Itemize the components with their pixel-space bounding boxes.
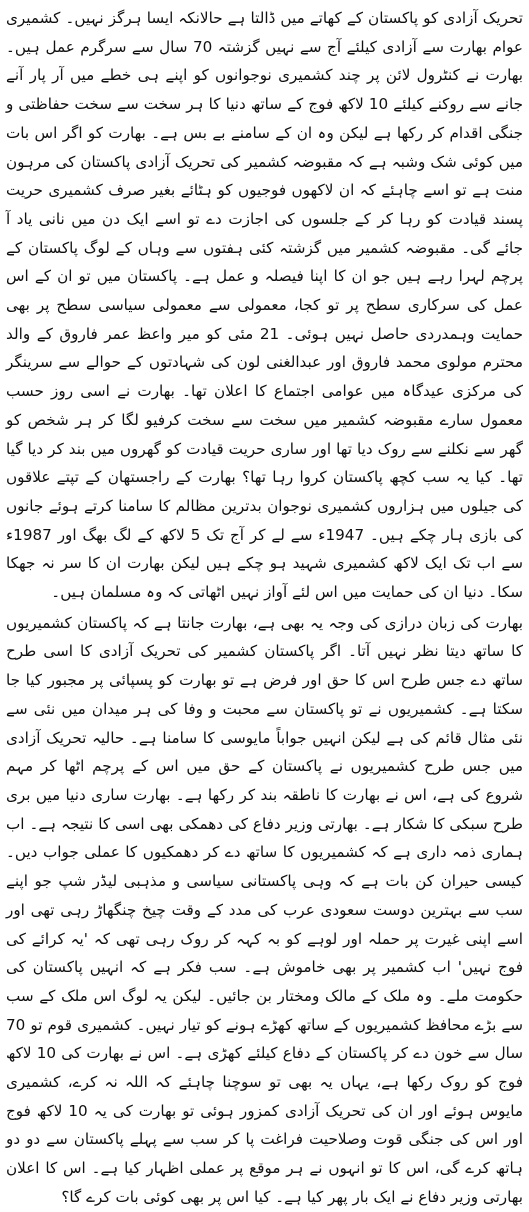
- article-paragraph-2: بھارت کی زبان درازی کی وجہ یہ بھی ہے، بھارت جانتا ہے کہ پاکستان کشمیریوں کا ساتھ دیتا نظر نہیں آتا۔ اگر پاکستان کشمیر کی تحریک آزادی کا اسی طرح ساتھ دے جس طرح اس کا حق اور فرض ہے تو بھارت کو پسپائی پر مجبور کیا جا سکتا ہے۔ کشمیریوں نے تو پاکستان سے محبت و وفا کی ہر میدان میں نئی سے نئی مثال قائم کی ہے لیکن انہیں جواباً مایوسی کا سامنا ہے۔ حالیہ تحریک آزادی میں جس طرح کشمیریوں نے پاکستان کے حق میں اس کے پرچم اٹھا کر مہم شروع کی ہے، اس نے بھارت کا ناطقہ بند کر رکھا ہے۔ بھارت ساری دنیا میں بری طرح سبکی کا شکار ہے۔ بھارتی وزیر دفاع کی دھمکی بھی اسی کا نتیجہ ہے۔ اب ہماری ذمہ داری ہے کہ کشمیریوں کا ساتھ دے کر دھمکیوں کا عملی جواب دیں۔ کیسی حیران کن بات ہے کہ وہی پاکستانی سیاسی و مذہبی لیڈر شپ جو اپنے سب سے بہترین دوست سعودی عرب کی مدد کے وقت چیخ چنگھاڑ رہی تھی اور اسے اپنی غیرت پر حملہ اور لوہے کو بہ کہہ کر روک رہی تھی کہ 'یہ کرائے کی فوج نہیں' اب کشمیر پر بھی خاموش ہے۔ سب فکر ہے کہ انہیں پاکستان کی حکومت ملے۔ وہ ملک کے مالک ومختار بن جائیں۔ لیکن یہ لوگ اس ملک کے سب سے بڑے محافظ کشمیریوں کے ساتھ کھڑے ہونے کو تیار نہیں۔ کشمیری قوم تو 70 سال سے خون دے کر پاکستان کے دفاع کیلئے کھڑی ہے۔ اس نے بھارت کی 10 لاکھ فوج کو روک رکھا ہے، یہاں یہ بھی تو سوچنا چاہئے کہ اللہ نہ کرے، کشمیری مایوس ہوئے اور ان کی تحریک آزادی کمزور ہوئی تو بھارت کی یہ 10 لاکھ فوج اور اس کی جنگی قوت وصلاحیت فراغت پا کر سب سے پہلے پاکستان سے دو دو ہاتھ کرے گی، اس کا تو انہوں نے ہر موقع پر عملی اظہار کیا ہے۔ اس کا اعلان بھارتی وزیر دفاع نے ایک بار پھر کیا ہے۔ کیا اس پر بھی کوئی بات کرے گا؟: [6, 613, 523, 1206]
- article-paragraph-1: تحریک آزادی کو پاکستان کے کھاتے میں ڈالتا ہے حالانکہ ایسا ہرگز نہیں۔ کشمیری عوام بھارت سے آزادی کیلئے آج سے نہیں گزشتہ 70 سال سے سرگرم عمل ہیں۔ بھارت نے کنٹرول لائن پر چند کشمیری نوجوانوں کو اپنے ہی خطے میں آر پار آنے جانے سے روکنے کیلئے 10 لاکھ فوج کے ساتھ دنیا کا ہر سخت سے سخت حفاظتی و جنگی اقدام کر رکھا ہے لیکن وہ ان کے سامنے بے بس ہے۔ بھارت کو اگر اس بات میں کوئی شک وشبہ ہے کہ مقبوضہ کشمیر کی تحریک آزادی پاکستان کی مرہون منت ہے تو اسے چاہئے کہ ان لاکھوں فوجیوں کو ہٹائے بغیر صرف کشمیری حریت پسند قیادت کو رہا کر کے جلسوں کی اجازت دے تو اسے ایک دن میں نانی یاد آ جائے گی۔ مقبوضہ کشمیر میں گزشتہ کئی ہفتوں سے وہاں کے لوگ پاکستان کے پرچم لہرا رہے ہیں جو ان کا اپنا فیصلہ و عمل ہے۔ پاکستان میں تو ان کے اس عمل کی سرکاری سطح پر تو کجا، معمولی سے معمولی سیاسی سطح پر بھی حمایت وہمدردی حاصل نہیں ہوئی۔ 21 مئی کو میر واعظ عمر فاروق کے والد محترم مولوی محمد فاروق اور عبدالغنی لون کی شہادتوں کے حوالے سے سرینگر کی مرکزی عیدگاہ میں عوامی اجتماع کا اعلان تھا۔ بھارت نے اسی روز حسب معمول سارے مقبوضہ کشمیر میں سخت سے سخت کرفیو لگا کر ہر شخص کو گھر سے نکلنے سے روک دیا تھا اور ساری حریت قیادت کو گھروں میں بند کر دیا گیا تھا۔ کیا یہ سب کچھ پاکستان کروا رہا تھا؟ بھارت کے راجستھان کے تپتے علاقوں کی جیلوں میں ہزاروں کشمیری نوجوان بدترین مظالم کا سامنا کرتے ہوئے جانوں کی بازی ہار چکے ہیں۔ 1947ء سے لے کر آج تک 5 لاکھ کے لگ بھگ اور 1987ء سے اب تک ایک لاکھ کشمیری شہید ہو چکے ہیں لیکن بھارت ان کا سر نہ جھکا سکا۔ دنیا ان کی حمایت میں اس لئے آواز نہیں اٹھاتی کہ وہ مسلمان ہیں۔: [6, 9, 524, 602]
